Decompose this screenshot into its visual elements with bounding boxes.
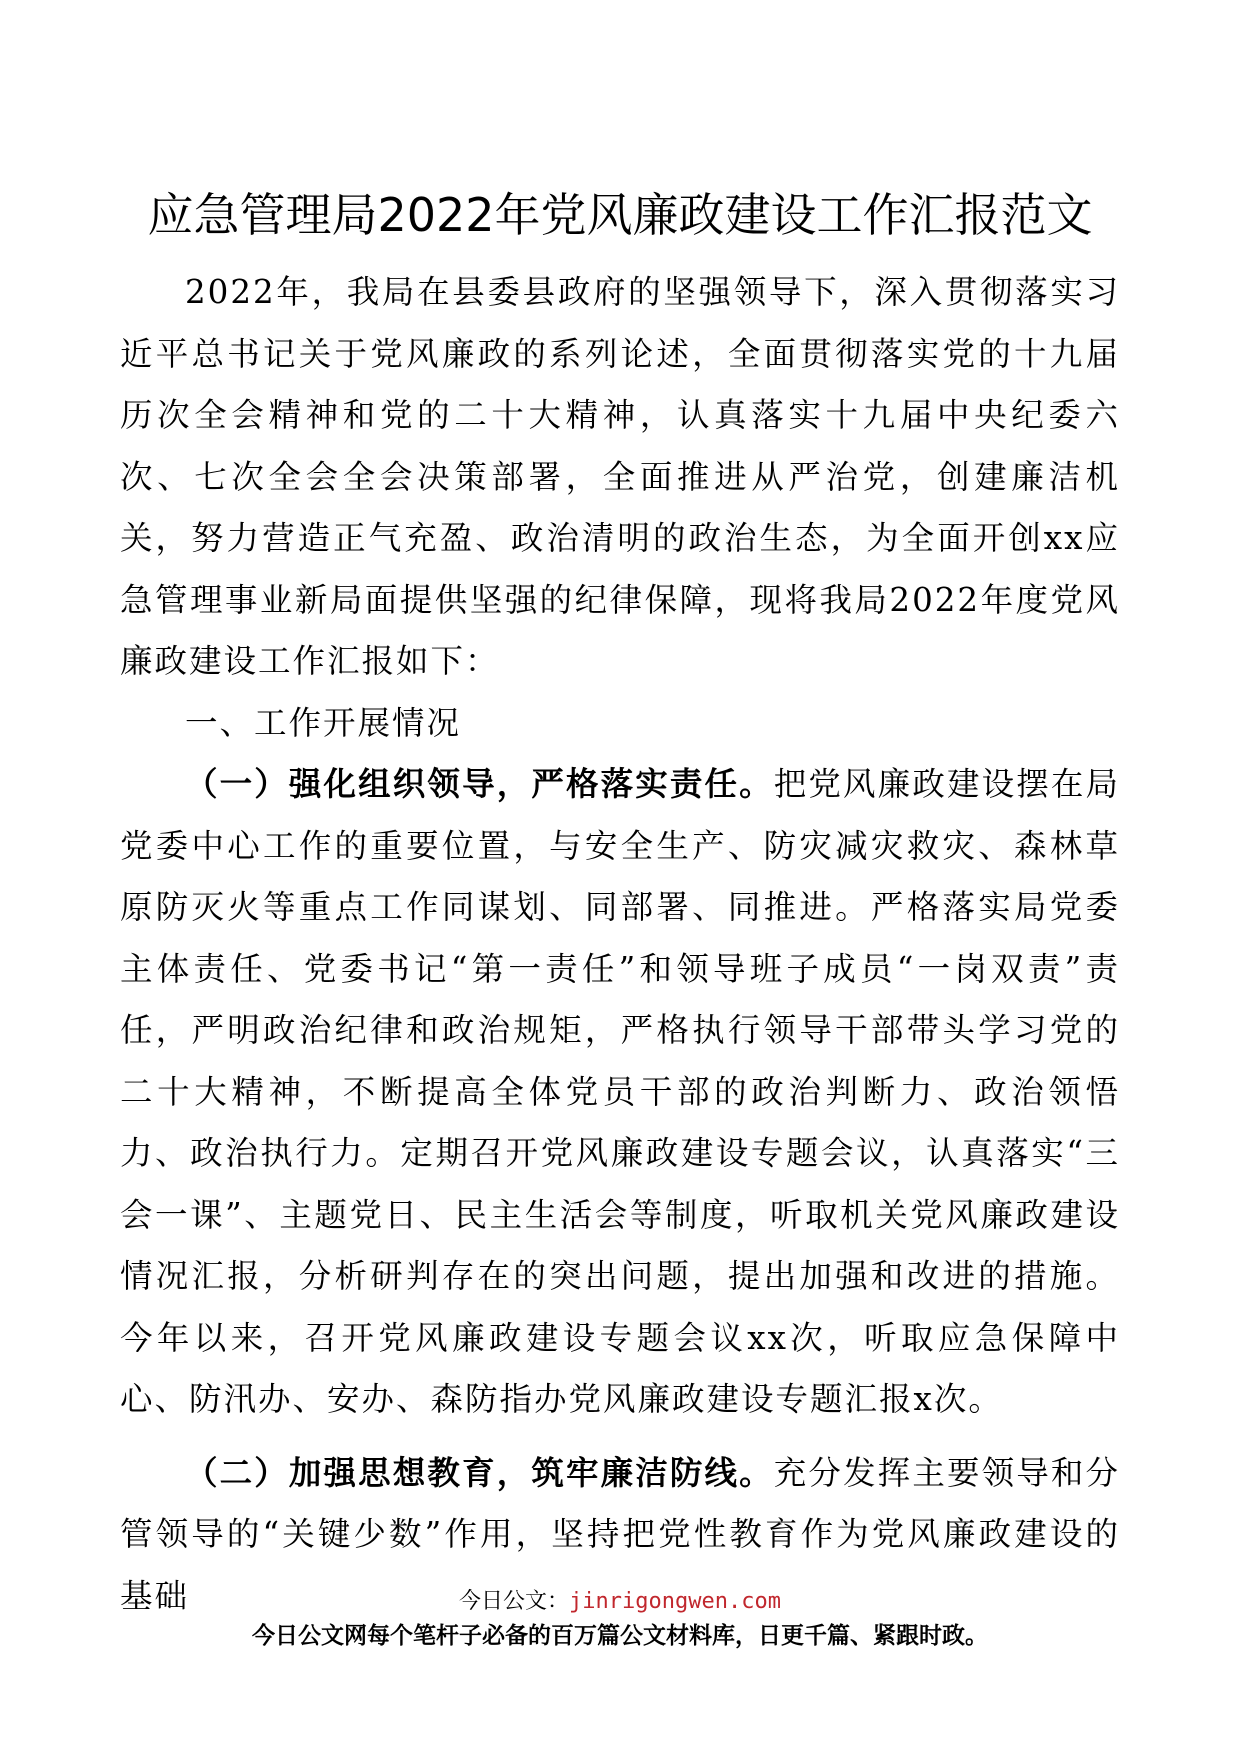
footer-slogan: 今日公文网每个笔杆子必备的百万篇公文材料库，日更千篇、紧跟时政。: [252, 1623, 988, 1649]
subsection-lead-1: （一）强化组织领导，严格落实责任。: [185, 765, 774, 803]
subsection-paragraph-1: [120, 754, 1120, 1431]
subsection-lead-2: （二）加强思想教育，筑牢廉洁防线。: [185, 1453, 774, 1492]
document-title: 应急管理局2022年党风廉政建设工作汇报范文: [147, 188, 1093, 242]
footer-site-link[interactable]: jinrigongwen.com: [569, 1589, 781, 1614]
section-heading: 一、工作开展情况: [185, 703, 462, 742]
footer-site-label: 今日公文：: [459, 1589, 570, 1614]
intro-paragraph: 2022年，我局在县委县政府的坚强领导下，深入贯彻落实习近平总书记关于党风廉政的系列论述，全面贯彻落实党的十九届历次全会精神和党的二十大精神，认真落实十九届中央纪委六次、七次全会全会决策部署，全面推进从严治党，创建廉洁机关，努力营造正气充盈、政治清明的政治生态，为全面开创xx应急管理事业新局面提供坚强的纪律保障，现将我局2022年度党风廉政建设工作汇报如下：: [120, 273, 1120, 680]
document-body: [120, 262, 1120, 1627]
subsection-text-2: 充分发挥主要领导和分管领导的“关键少数”作用，坚持把党性教育作为党风廉政建设的基础: [120, 1453, 1120, 1615]
subsection-text-1: 把党风廉政建设摆在局党委中心工作的重要位置，与安全生产、防灾减灾救灾、森林草原防灭火等重点工作同谋划、同部署、同推进。严格落实局党委主体责任、党委书记“第一责任”和领导班子成员“一岗双责”责任，严明政治纪律和政治规矩，严格执行领导干部带头学习党的二十大精神，不断提高全体党员干部的政治判断力、政治领悟力、政治执行力。定期召开党风廉政建设专题会议，认真落实“三会一课”、主题党日、民主生活会等制度，听取机关党风廉政建设情况汇报，分析研判存在的突出问题，提出加强和改进的措施。今年以来，召开党风廉政建设专题会议xx次，听取应急保障中心、防汛办、安办、森防指办党风廉政建设专题汇报x次。: [120, 765, 1120, 1418]
page-footer: [0, 1585, 1240, 1653]
footer-site-line: [0, 1585, 1240, 1619]
